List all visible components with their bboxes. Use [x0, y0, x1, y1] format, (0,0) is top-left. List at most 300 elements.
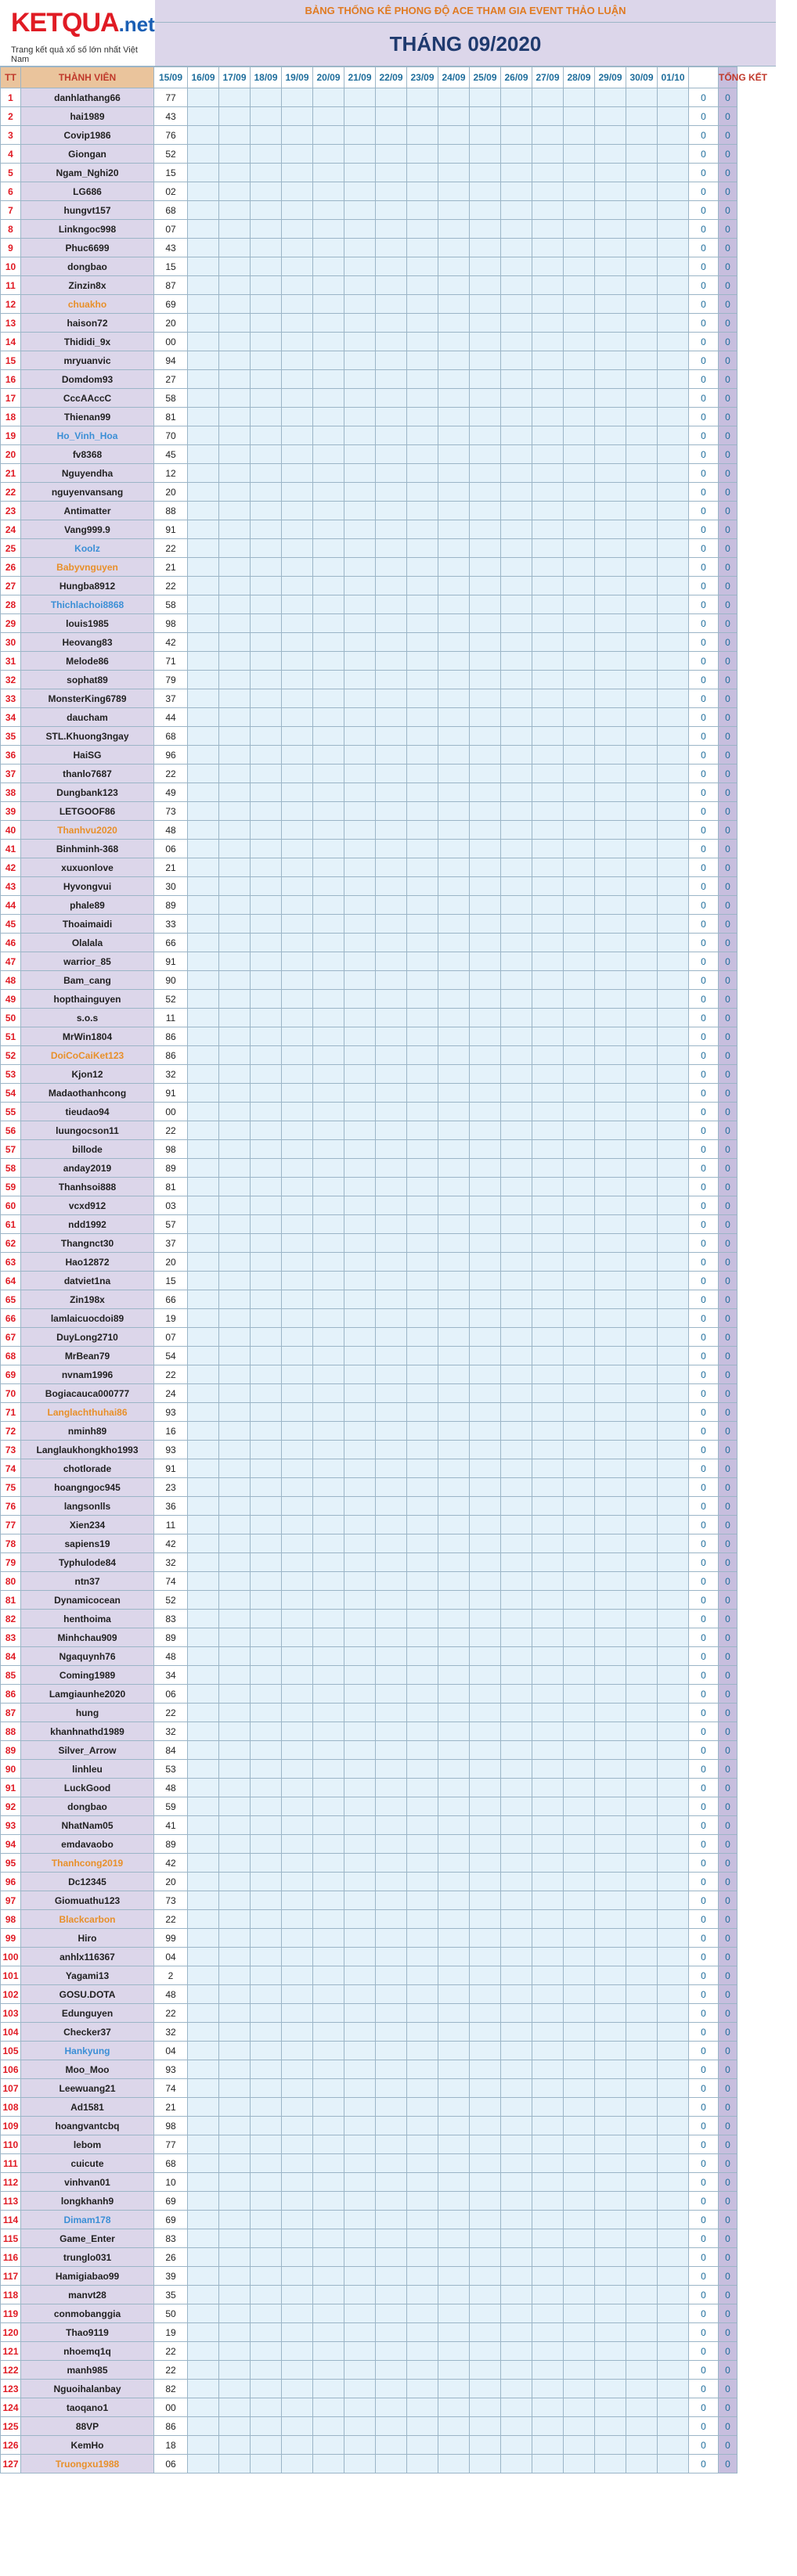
member-name[interactable]: Antimatter — [21, 502, 154, 520]
member-name[interactable]: GOSU.DOTA — [21, 1985, 154, 2004]
row-number: 100 — [1, 1948, 21, 1966]
row-number: 97 — [1, 1891, 21, 1910]
member-name[interactable]: Thididi_9x — [21, 333, 154, 351]
member-name[interactable]: Vang999.9 — [21, 520, 154, 539]
day-cell — [595, 1272, 626, 1290]
member-name[interactable]: Minhchau909 — [21, 1628, 154, 1647]
day-cell — [219, 1215, 251, 1234]
member-name[interactable]: Nguoihalanbay — [21, 2380, 154, 2398]
day-cell — [282, 840, 313, 858]
member-name[interactable]: lamlaicuocdoi89 — [21, 1309, 154, 1328]
day-cell — [219, 2154, 251, 2173]
zero-value: 0 — [689, 2135, 719, 2154]
member-name[interactable]: Hankyung — [21, 2042, 154, 2060]
member-name[interactable]: lebom — [21, 2135, 154, 2154]
member-name[interactable]: Lamgiaunhe2020 — [21, 1685, 154, 1704]
member-name[interactable]: Xien234 — [21, 1516, 154, 1534]
member-name[interactable]: Truongxu1988 — [21, 2455, 154, 2473]
member-name[interactable]: Dungbank123 — [21, 783, 154, 802]
day-cell — [626, 2398, 658, 2417]
member-name[interactable]: Domdom93 — [21, 370, 154, 389]
member-name[interactable]: louis1985 — [21, 614, 154, 633]
day-cell — [407, 1422, 438, 1441]
zero-value: 0 — [689, 2042, 719, 2060]
member-name[interactable]: ndd1992 — [21, 1215, 154, 1234]
day-cell — [470, 558, 501, 577]
member-name[interactable]: Ho_Vinh_Hoa — [21, 426, 154, 445]
day-cell — [564, 2229, 595, 2248]
row-number: 36 — [1, 746, 21, 765]
day-value: 32 — [154, 2023, 188, 2042]
day-cell — [595, 389, 626, 408]
member-name[interactable]: conmobanggia — [21, 2304, 154, 2323]
member-name[interactable]: dongbao — [21, 1797, 154, 1816]
day-cell — [501, 1722, 532, 1741]
member-name[interactable]: manvt28 — [21, 2286, 154, 2304]
day-cell — [282, 2004, 313, 2023]
day-cell — [376, 2304, 407, 2323]
day-cell — [282, 2098, 313, 2117]
day-cell — [219, 1384, 251, 1403]
day-cell — [658, 1553, 689, 1572]
day-cell — [251, 2060, 282, 2079]
day-cell — [658, 2042, 689, 2060]
zero-value: 0 — [689, 1441, 719, 1459]
zero-value: 0 — [689, 1309, 719, 1328]
member-name[interactable]: haison72 — [21, 314, 154, 333]
day-value: 30 — [154, 877, 188, 896]
day-cell — [344, 88, 376, 107]
member-name[interactable]: hoangvantcbq — [21, 2117, 154, 2135]
day-cell — [564, 1478, 595, 1497]
day-cell — [564, 107, 595, 126]
day-cell — [313, 201, 344, 220]
zero-value: 0 — [689, 520, 719, 539]
day-cell — [188, 1966, 219, 1985]
member-name[interactable]: fv8368 — [21, 445, 154, 464]
member-name[interactable]: vcxd912 — [21, 1196, 154, 1215]
member-name[interactable]: Giongan — [21, 145, 154, 164]
table-row — [1, 1497, 797, 1516]
day-cell — [282, 1816, 313, 1835]
member-name[interactable]: Zin198x — [21, 1290, 154, 1309]
member-name[interactable]: Ad1581 — [21, 2098, 154, 2117]
day-cell — [626, 1553, 658, 1572]
day-cell — [438, 1891, 470, 1910]
member-name[interactable]: hung — [21, 1704, 154, 1722]
member-name[interactable]: MonsterKing6789 — [21, 689, 154, 708]
day-cell — [188, 1628, 219, 1647]
day-cell — [595, 370, 626, 389]
day-cell — [219, 802, 251, 821]
member-name[interactable]: cuicute — [21, 2154, 154, 2173]
day-cell — [376, 201, 407, 220]
day-cell — [251, 1441, 282, 1459]
day-cell — [188, 1084, 219, 1103]
day-cell — [595, 1854, 626, 1873]
member-name[interactable]: Hamigiabao99 — [21, 2267, 154, 2286]
member-name[interactable]: nminh89 — [21, 1422, 154, 1441]
day-cell — [376, 370, 407, 389]
member-name[interactable]: phale89 — [21, 896, 154, 915]
member-name[interactable]: anhlx116367 — [21, 1948, 154, 1966]
table-row — [1, 107, 797, 126]
member-name[interactable]: Yagami13 — [21, 1966, 154, 1985]
day-cell — [658, 1966, 689, 1985]
member-name[interactable]: chuakho — [21, 295, 154, 314]
day-cell — [282, 1365, 313, 1384]
day-cell — [532, 877, 564, 896]
day-cell — [470, 1234, 501, 1253]
day-cell — [626, 595, 658, 614]
day-cell — [438, 1516, 470, 1534]
member-name[interactable]: Hiro — [21, 1929, 154, 1948]
day-cell — [313, 2342, 344, 2361]
member-name[interactable]: mryuanvic — [21, 351, 154, 370]
day-cell — [376, 2323, 407, 2342]
member-name[interactable]: Giomuathu123 — [21, 1891, 154, 1910]
day-cell — [282, 520, 313, 539]
day-cell — [251, 1722, 282, 1741]
day-cell — [658, 2004, 689, 2023]
day-cell — [407, 1760, 438, 1779]
day-cell — [501, 1478, 532, 1497]
member-name[interactable]: Nguyendha — [21, 464, 154, 483]
member-name[interactable]: Ngam_Nghi20 — [21, 164, 154, 182]
member-name[interactable]: Thienan99 — [21, 408, 154, 426]
member-name[interactable]: taoqano1 — [21, 2398, 154, 2417]
member-name[interactable]: nhoemq1q — [21, 2342, 154, 2361]
member-name[interactable]: 88VP — [21, 2417, 154, 2436]
day-cell — [407, 2286, 438, 2304]
member-name[interactable]: ntn37 — [21, 1572, 154, 1591]
day-value: 93 — [154, 1403, 188, 1422]
day-cell — [501, 1272, 532, 1290]
day-cell — [344, 295, 376, 314]
day-cell — [438, 1309, 470, 1328]
day-cell — [282, 1666, 313, 1685]
member-name[interactable]: Thanhcong2019 — [21, 1854, 154, 1873]
day-cell — [251, 971, 282, 990]
member-name[interactable]: Koolz — [21, 539, 154, 558]
day-cell — [658, 2098, 689, 2117]
day-cell — [376, 520, 407, 539]
day-cell — [282, 1553, 313, 1572]
day-cell — [251, 1666, 282, 1685]
member-name[interactable]: Zinzin8x — [21, 276, 154, 295]
day-cell — [188, 1985, 219, 2004]
day-cell — [251, 1704, 282, 1722]
member-name[interactable]: tieudao94 — [21, 1103, 154, 1121]
member-name[interactable]: hoangngoc945 — [21, 1478, 154, 1497]
day-cell — [626, 2042, 658, 2060]
day-cell — [344, 708, 376, 727]
member-name[interactable]: DoiCoCaiKet123 — [21, 1046, 154, 1065]
row-number: 90 — [1, 1760, 21, 1779]
day-cell — [407, 1891, 438, 1910]
member-name[interactable]: Heovang83 — [21, 633, 154, 652]
day-cell — [438, 595, 470, 614]
member-name[interactable]: Checker37 — [21, 2023, 154, 2042]
member-name[interactable]: Dynamicocean — [21, 1591, 154, 1610]
day-cell — [626, 2323, 658, 2342]
member-name[interactable]: emdavaobo — [21, 1835, 154, 1854]
table-row — [1, 2304, 797, 2323]
table-row — [1, 1027, 797, 1046]
member-name[interactable]: daucham — [21, 708, 154, 727]
member-name[interactable]: Thoaimaidi — [21, 915, 154, 934]
member-name[interactable]: STL.Khuong3ngay — [21, 727, 154, 746]
member-name[interactable]: anday2019 — [21, 1159, 154, 1178]
day-cell — [626, 1704, 658, 1722]
day-cell — [251, 2098, 282, 2117]
member-name[interactable]: longkhanh9 — [21, 2192, 154, 2211]
day-cell — [658, 2173, 689, 2192]
member-name[interactable]: Thichlachoi8868 — [21, 595, 154, 614]
day-cell — [376, 689, 407, 708]
zero-value: 0 — [689, 2286, 719, 2304]
member-name[interactable]: HaiSG — [21, 746, 154, 765]
day-cell — [219, 1797, 251, 1816]
member-name[interactable]: Dc12345 — [21, 1873, 154, 1891]
member-name[interactable]: Dimam178 — [21, 2211, 154, 2229]
member-name[interactable]: Coming1989 — [21, 1666, 154, 1685]
day-value: 84 — [154, 1741, 188, 1760]
day-cell — [251, 2117, 282, 2135]
total-value: 0 — [719, 1572, 737, 1591]
day-cell — [595, 1459, 626, 1478]
member-name[interactable]: Bogiacauca000777 — [21, 1384, 154, 1403]
member-name[interactable]: sophat89 — [21, 671, 154, 689]
day-cell — [438, 2417, 470, 2436]
day-cell — [626, 2455, 658, 2473]
day-cell — [251, 1084, 282, 1103]
logo[interactable] — [0, 0, 156, 67]
member-name[interactable]: LuckGood — [21, 1779, 154, 1797]
day-cell — [470, 2004, 501, 2023]
day-cell — [470, 1140, 501, 1159]
member-name[interactable]: billode — [21, 1140, 154, 1159]
day-cell — [282, 2267, 313, 2286]
member-name[interactable]: thanlo7687 — [21, 765, 154, 783]
day-cell — [344, 1835, 376, 1854]
day-cell — [313, 783, 344, 802]
member-name[interactable]: luungocson11 — [21, 1121, 154, 1140]
member-name[interactable]: s.o.s — [21, 1009, 154, 1027]
day-cell — [282, 2248, 313, 2267]
total-value: 0 — [719, 520, 737, 539]
member-name[interactable]: trunglo031 — [21, 2248, 154, 2267]
day-cell — [344, 1384, 376, 1403]
day-cell — [188, 1854, 219, 1873]
member-name[interactable]: Hyvongvui — [21, 877, 154, 896]
member-name[interactable]: Blackcarbon — [21, 1910, 154, 1929]
day-cell — [564, 201, 595, 220]
member-name[interactable]: NhatNam05 — [21, 1816, 154, 1835]
member-name[interactable]: Bam_cang — [21, 971, 154, 990]
day-cell — [564, 314, 595, 333]
day-cell — [313, 1760, 344, 1779]
day-cell — [313, 2380, 344, 2398]
member-name[interactable]: Typhulode84 — [21, 1553, 154, 1572]
day-cell — [564, 1685, 595, 1704]
table-row — [1, 1779, 797, 1797]
day-value: 37 — [154, 689, 188, 708]
day-cell — [251, 164, 282, 182]
member-name[interactable]: Melode86 — [21, 652, 154, 671]
total-value: 0 — [719, 107, 737, 126]
table-row — [1, 990, 797, 1009]
member-name[interactable]: Ngaquynh76 — [21, 1647, 154, 1666]
member-name[interactable]: Kjon12 — [21, 1065, 154, 1084]
member-name[interactable]: DuyLong2710 — [21, 1328, 154, 1347]
member-name[interactable]: Hungba8912 — [21, 577, 154, 595]
table-row — [1, 2398, 797, 2417]
member-name[interactable]: danhlathang66 — [21, 88, 154, 107]
day-cell — [595, 1027, 626, 1046]
day-cell — [564, 1384, 595, 1403]
day-cell — [251, 2042, 282, 2060]
row-number: 80 — [1, 1572, 21, 1591]
day-cell — [438, 1403, 470, 1422]
member-name[interactable]: Leewuang21 — [21, 2079, 154, 2098]
day-value: 68 — [154, 727, 188, 746]
day-cell — [532, 915, 564, 934]
row-number: 59 — [1, 1178, 21, 1196]
day-cell — [564, 1610, 595, 1628]
member-name[interactable]: Babyvnguyen — [21, 558, 154, 577]
day-cell — [344, 915, 376, 934]
member-name[interactable]: LETGOOF86 — [21, 802, 154, 821]
member-name[interactable]: vinhvan01 — [21, 2173, 154, 2192]
day-cell — [595, 746, 626, 765]
day-cell — [626, 2135, 658, 2154]
day-value: 73 — [154, 1891, 188, 1910]
day-cell — [532, 1929, 564, 1948]
day-cell — [407, 971, 438, 990]
member-name[interactable]: langsonlls — [21, 1497, 154, 1516]
zero-value: 0 — [689, 2455, 719, 2473]
day-cell — [438, 1835, 470, 1854]
member-name[interactable]: CccAAccC — [21, 389, 154, 408]
zero-value: 0 — [689, 2173, 719, 2192]
member-name[interactable]: hopthainguyen — [21, 990, 154, 1009]
member-name[interactable]: Thanhsoi888 — [21, 1178, 154, 1196]
member-name[interactable]: hai1989 — [21, 107, 154, 126]
member-name[interactable]: Thangnct30 — [21, 1234, 154, 1253]
member-name[interactable]: xuxuonlove — [21, 858, 154, 877]
day-cell — [313, 1534, 344, 1553]
member-name[interactable]: Covip1986 — [21, 126, 154, 145]
row-number: 103 — [1, 2004, 21, 2023]
day-cell — [313, 88, 344, 107]
day-cell — [595, 1347, 626, 1365]
member-name[interactable]: Thao9119 — [21, 2323, 154, 2342]
member-name[interactable]: Olalala — [21, 934, 154, 952]
day-cell — [470, 577, 501, 595]
member-name[interactable]: Edunguyen — [21, 2004, 154, 2023]
day-cell — [407, 1290, 438, 1309]
member-name[interactable]: Game_Enter — [21, 2229, 154, 2248]
day-cell — [313, 389, 344, 408]
member-name[interactable]: KemHo — [21, 2436, 154, 2455]
zero-value: 0 — [689, 483, 719, 502]
day-cell — [407, 2211, 438, 2229]
zero-value: 0 — [689, 577, 719, 595]
member-name[interactable]: Silver_Arrow — [21, 1741, 154, 1760]
day-cell — [188, 239, 219, 257]
day-cell — [470, 2361, 501, 2380]
member-name[interactable]: sapiens19 — [21, 1534, 154, 1553]
day-cell — [407, 239, 438, 257]
member-name[interactable]: Linkngoc998 — [21, 220, 154, 239]
day-cell — [470, 1422, 501, 1441]
member-name[interactable]: nvnam1996 — [21, 1365, 154, 1384]
day-value: 42 — [154, 1534, 188, 1553]
member-name[interactable]: manh985 — [21, 2361, 154, 2380]
member-name[interactable]: khanhnathd1989 — [21, 1722, 154, 1741]
total-value: 0 — [719, 1103, 737, 1121]
member-name[interactable]: linhleu — [21, 1760, 154, 1779]
member-name[interactable]: henthoima — [21, 1610, 154, 1628]
zero-value: 0 — [689, 689, 719, 708]
day-cell — [344, 1403, 376, 1422]
day-cell — [219, 182, 251, 201]
table-row — [1, 1159, 797, 1178]
day-cell — [470, 126, 501, 145]
member-name[interactable]: Langlachthuhai86 — [21, 1403, 154, 1422]
member-name[interactable]: Moo_Moo — [21, 2060, 154, 2079]
member-name[interactable]: MrBean79 — [21, 1347, 154, 1365]
day-cell — [626, 577, 658, 595]
day-cell — [501, 1591, 532, 1610]
total-value: 0 — [719, 1628, 737, 1647]
member-name[interactable]: hungvt157 — [21, 201, 154, 220]
day-cell — [219, 1966, 251, 1985]
day-cell — [376, 257, 407, 276]
day-cell — [188, 2098, 219, 2117]
member-name[interactable]: LG686 — [21, 182, 154, 201]
day-cell — [313, 239, 344, 257]
day-cell — [626, 1196, 658, 1215]
member-name[interactable]: datviet1na — [21, 1272, 154, 1290]
row-number: 92 — [1, 1797, 21, 1816]
member-name[interactable]: Phuc6699 — [21, 239, 154, 257]
zero-value: 0 — [689, 614, 719, 633]
day-cell — [188, 1610, 219, 1628]
member-name[interactable]: Thanhvu2020 — [21, 821, 154, 840]
member-name[interactable]: dongbao — [21, 257, 154, 276]
member-name[interactable]: MrWin1804 — [21, 1027, 154, 1046]
day-cell — [313, 351, 344, 370]
member-name[interactable]: Langlaukhongkho1993 — [21, 1441, 154, 1459]
member-name[interactable]: Hao12872 — [21, 1253, 154, 1272]
day-cell — [438, 1272, 470, 1290]
member-name[interactable]: Madaothanhcong — [21, 1084, 154, 1103]
day-cell — [658, 990, 689, 1009]
day-cell — [595, 295, 626, 314]
day-cell — [501, 2060, 532, 2079]
member-name[interactable]: chotlorade — [21, 1459, 154, 1478]
member-name[interactable]: Binhminh-368 — [21, 840, 154, 858]
day-cell — [470, 2117, 501, 2135]
member-name[interactable]: nguyenvansang — [21, 483, 154, 502]
day-cell — [501, 333, 532, 351]
member-name[interactable]: warrior_85 — [21, 952, 154, 971]
day-cell — [595, 2079, 626, 2098]
day-cell — [251, 2380, 282, 2398]
zero-value: 0 — [689, 295, 719, 314]
